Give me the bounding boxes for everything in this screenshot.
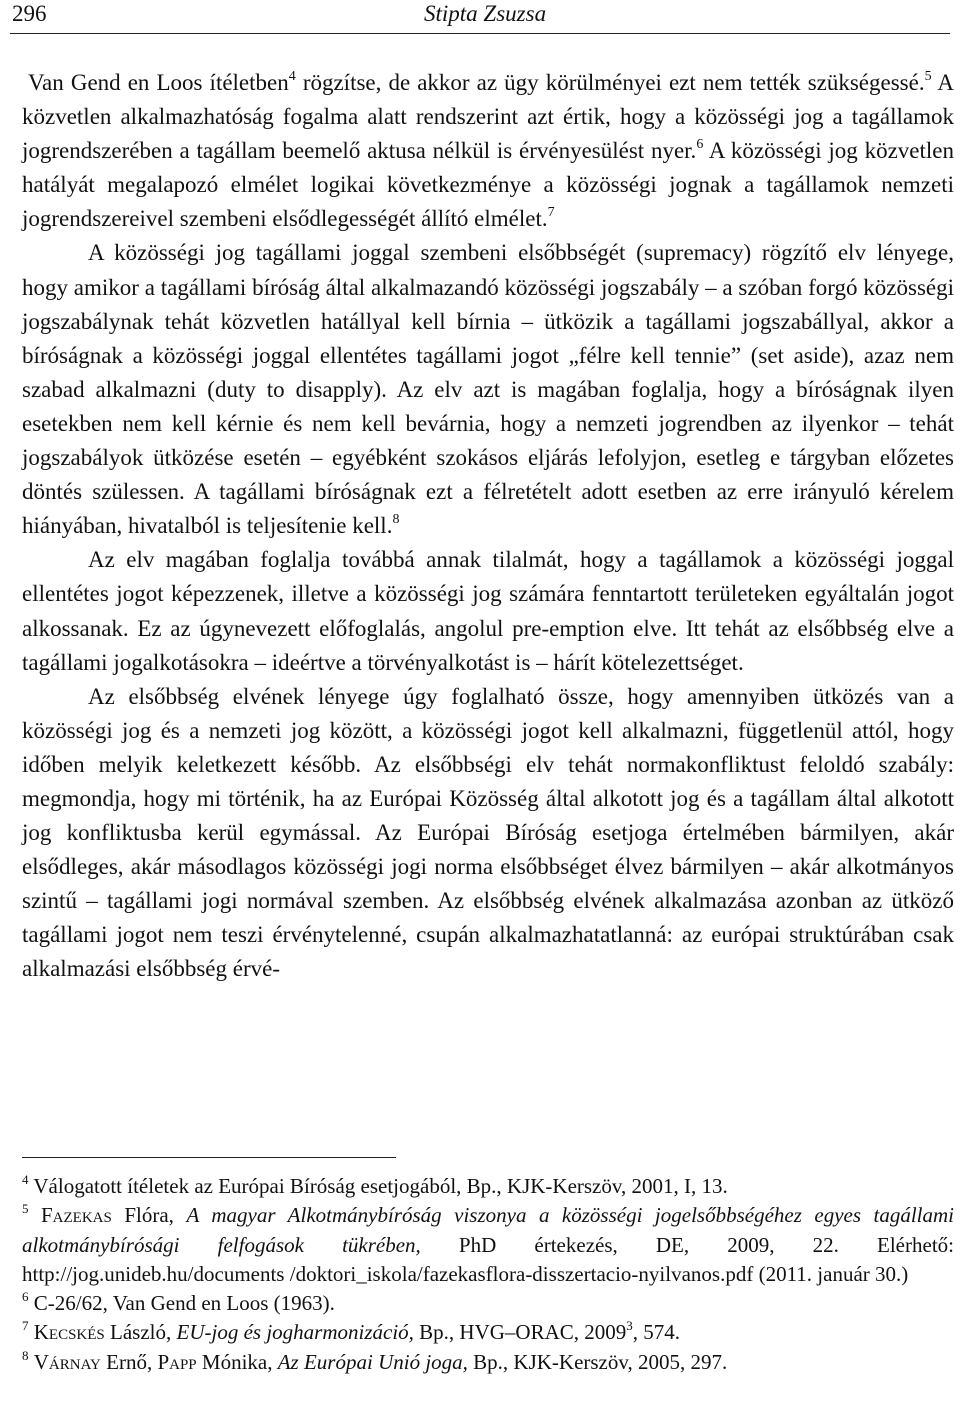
page-header [10,0,950,34]
p2-text: A közösségi jog tagállami joggal szembeni elsőbbségét (supremacy) rögzítő elv lényege, hogy amikor a tagállami bíróság által alkalmazandó közösségi jogszabály – a szóban forgó közösségi jogszabálynak tehát közvetlen hatállyal kell bírnia – ütközik a tagállami jogszabállyal, akkor a bíróságnak a közösségi joggal ellentétes tagállami jogot „félre kell tennie” (set aside), azaz nem szabad alkalmazni (duty to disapply). Az elv azt is magában foglalja, hogy a bíróságnak ilyen esetekben nem kell kérnie és nem kell bevárnia, hogy a nemzeti jogrendben az ilyenkor – tehát jogszabályok ütközése esetén – egyébként szokásos eljárás lefolyjon, esetleg e tárgyban előzetes döntés szülessen. A tagállami bíróságnak ezt a félretételt adott esetben az erre irányuló kérelem hiányában, hivatalból is teljesítenie kell. [22,240,954,539]
footnote-text: Válogatott ítéletek az Európai Bíróság esetjogából, Bp., KJK-Kerszöv, 2001, I, 13. [28,1174,728,1198]
footnote-number: 6 [22,1289,29,1305]
footnote-number: 4 [22,1172,29,1187]
footnote-author: Kecskés [33,1320,105,1345]
body-text [22,66,954,987]
footnote-7 [22,1318,954,1347]
footnote-author-1: Várnay [33,1349,101,1374]
footnote-number: 7 [22,1318,29,1334]
footnotes [22,1172,954,1377]
paragraph-1 [22,66,954,236]
footnote-number: 5 [22,1201,29,1217]
footnote-6 [22,1289,954,1318]
p1-text-3: A közvetlen alkalmazhatóság fogalma alatt rendszerint azt értik, hogy a közösségi jog a tagállamok jogrendszerében a tagállam beemelő aktusa nélkül is érvényesülést nyer. [22,70,955,164]
footnote-ref-8[interactable]: 8 [392,512,400,528]
footnote-author-2-rest: Mónika, [196,1349,278,1374]
footnote-4 [22,1172,954,1201]
footnote-title: Az Európai Unió joga, [277,1349,468,1374]
footnote-author-rest: László, [104,1320,177,1345]
p1-text-2: rögzítse, de akkor az ügy körülményei ezt nem tették szükségessé. [295,70,925,95]
footnote-ref-5[interactable]: 5 [924,69,932,84]
footnote-separator [22,1157,396,1158]
edition-superscript: 3 [626,1318,633,1334]
footnote-author-1-rest: Ernő, [100,1349,158,1374]
p1-text-1: Van Gend en Loos ítéletben [28,70,289,95]
footnote-text: C-26/62, Van Gend en Loos (1963). [28,1291,335,1316]
paragraph-3: Az elv magában foglalja továbbá annak tilalmát, hogy a tagállamok a közösségi joggal ellentétes jogot képezzenek, illetve a közösségi jog számára fenntartott területeken egyáltalán jogot alkossanak. Ez az úgynevezett előfoglalás, angolul pre-emption elve. Itt tehát az elsőbbség elve a tagállami jogalkotásokra – ideértve a törvényalkotást is – hárít kötelezettséget. [22,547,954,675]
footnote-text: PhD értekezés, DE, 2009, 22. Elérhető: http://jog.unideb.hu/documents /doktori_iskola/fazekasflora-disszertacio-nyilvanos.pdf (2011. január 30.) [22,1232,954,1286]
footnote-text: Bp., KJK-Kerszöv, 2005, 297. [467,1349,728,1374]
footnote-5 [22,1201,954,1289]
footnote-number: 8 [22,1347,29,1363]
paragraph-2 [22,236,954,543]
footnote-text-end: , 574. [632,1320,681,1345]
footnote-author-rest: Flóra, [111,1203,187,1228]
paragraph-4: Az elsőbbség elvének lényege úgy foglalható össze, hogy amennyiben ütközés van a közösségi jog és a nemzeti jog között, a közösségi jogot kell alkalmazni, függetlenül attól, hogy időben melyik keletkezett később. Az elsőbbségi elv tehát normakonfliktust feloldó szabály: megmondja, hogy mi történik, ha az Európai Közösség által alkotott jog és a tagállam által alkotott jog konfliktusba kerül egymással. Az Európai Bíróság esetjoga értelmében bármilyen, akár elsődleges, akár másodlagos közösségi jogi norma elsőbbséget élvez bármilyen – akár alkotmányos szintű – tagállami jogi normával szemben. Az elsőbbség elvének alkalmazása azonban az ütköző tagállami jogot nem teszi érvénytelenné, csupán alkalmazhatatlanná: az európai struktúrában csak alkalmazási elsőbbség érvé- [22,683,954,982]
footnote-author-2: Papp [157,1349,197,1374]
footnote-title: EU-jog és jogharmonizáció, [176,1320,414,1345]
p1-text-4: A közösségi jog közvetlen hatályát megalapozó elmélet logikai következménye a közösségi jognak a tagállamok nemzeti jogrendszereivel szembeni elsődlegességét állító elmélet. [22,138,954,232]
running-title: Stipta Zsuzsa [424,1,547,26]
footnote-title: A magyar Alkotmánybíróság viszonya a közösségi jogelsőbbségéhez egyes tagállami alkotmánybírósági felfogások tükrében, [22,1203,955,1257]
footnote-ref-4[interactable]: 4 [288,69,296,84]
footnote-author: Fazekas [41,1203,112,1228]
footnote-text: Bp., HVG–ORAC, 2009 [413,1320,627,1345]
page-number: 296 [12,1,47,26]
footnote-ref-7[interactable]: 7 [547,205,555,221]
footnote-8 [22,1348,954,1377]
footnote-ref-6[interactable]: 6 [696,137,704,153]
